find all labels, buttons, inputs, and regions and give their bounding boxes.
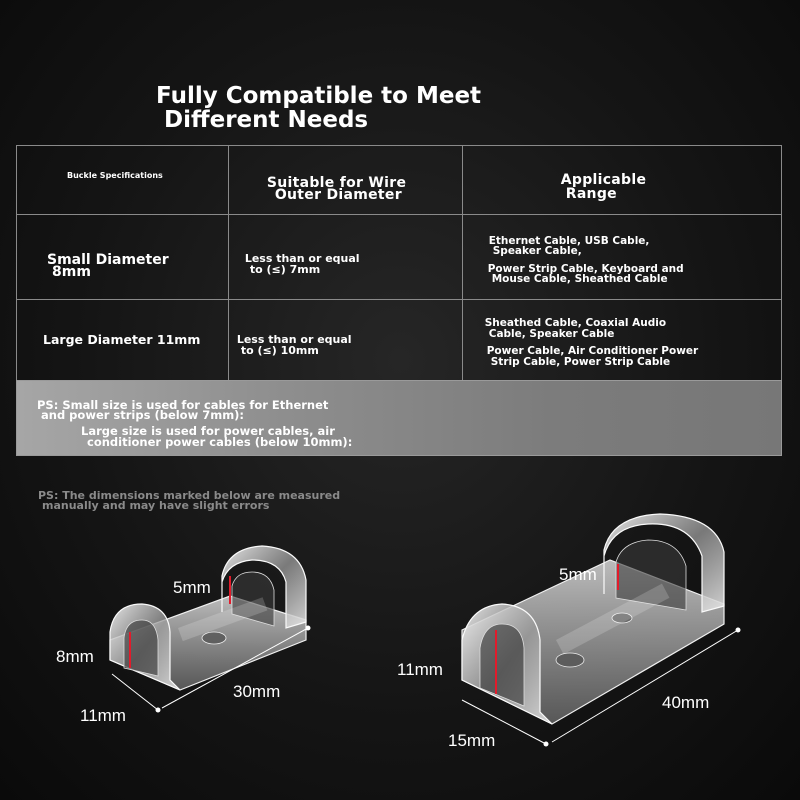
large-clip-height-label: 11mm [397,660,443,679]
large-spec-name: Large Diameter 11mm [43,332,201,347]
title-line-1: Fully Compatible to Meet [156,83,482,109]
small-range-line1: Ethernet Cable, USB Cable, [488,235,650,247]
large-diameter-line1: Less than or equal [236,333,352,346]
note-line-4: conditioner power cables (below 10mm): [87,435,353,449]
title-line-2: Different Needs [164,107,369,133]
small-diameter-line2: to (≤) 7mm [249,263,321,276]
measurement-note-line-2: manually and may have slight errors [42,499,270,512]
small-range-line2: Speaker Cable, [492,245,582,257]
small-clip-height-label: 8mm [56,647,94,666]
large-range-line1: Sheathed Cable, Coaxial Audio [484,317,667,329]
large-clip-length-label: 40mm [662,693,710,712]
header-col2-line1: Suitable for Wire [266,175,407,191]
note-line-2: and power strips (below 7mm): [41,408,245,422]
small-clip-width-label: 11mm [80,706,126,725]
header-col3-line2: Range [565,186,617,202]
measurement-note-line-1: PS: The dimensions marked below are measured [38,489,341,502]
note-line-3: Large size is used for power cables, air [81,424,335,438]
large-range-line3: Power Cable, Air Conditioner Power [486,345,699,357]
large-diameter-line2: to (≤) 10mm [240,344,319,357]
large-range-line4: Strip Cable, Power Strip Cable [490,356,671,368]
small-clip-icon [110,546,306,690]
small-range-line3: Power Strip Cable, Keyboard and [487,263,684,275]
small-spec-line2: 8mm [52,264,91,280]
small-range-line4: Mouse Cable, Sheathed Cable [491,273,668,285]
small-diameter-line1: Less than or equal [244,252,360,265]
header-col1-label: Buckle Specifications [67,171,163,180]
note-line-1: PS: Small size is used for cables for Ethernet [37,398,329,412]
large-range-line2: Cable, Speaker Cable [488,328,615,340]
large-clip-width-label: 15mm [448,731,496,750]
small-spec-line1: Small Diameter [47,252,169,268]
header-col3-line1: Applicable [560,172,647,188]
small-clip-gap-label: 5mm [173,578,211,597]
small-clip-length-label: 30mm [233,682,281,701]
header-col2-line2: Outer Diameter [274,187,402,203]
large-clip-gap-label: 5mm [559,565,597,584]
